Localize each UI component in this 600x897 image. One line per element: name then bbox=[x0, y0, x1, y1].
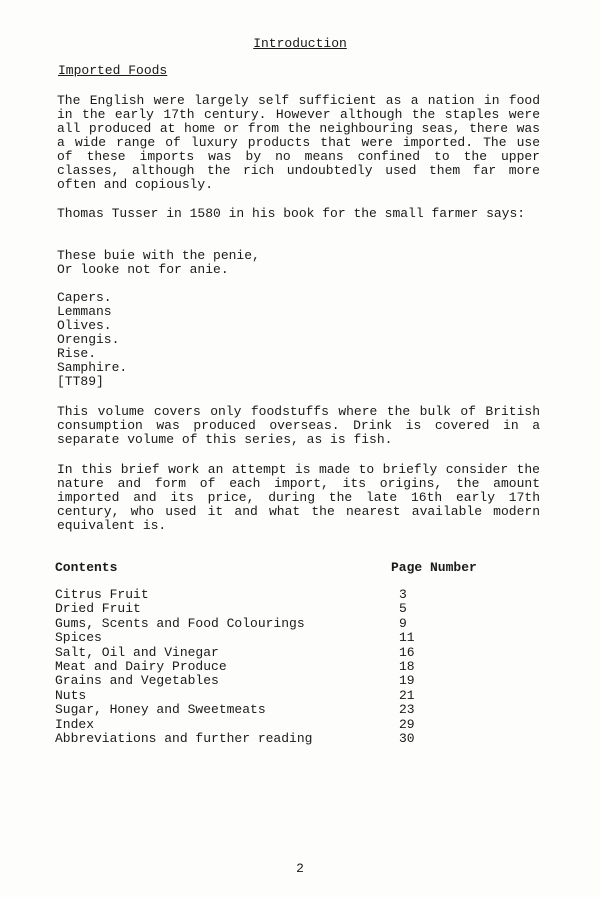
contents-label: Gums, Scents and Food Colourings bbox=[55, 615, 305, 631]
scope-paragraph: This volume covers only foodstuffs where the bulk of British consumption was produced overseas. Drink is covered in a separate volume of this series, as is fish. bbox=[57, 404, 540, 447]
contents-row bbox=[55, 631, 515, 645]
verse-line: Or looke not for anie. bbox=[57, 262, 229, 277]
contents-label: Spices bbox=[55, 630, 102, 646]
contents-page: 21 bbox=[399, 687, 415, 703]
list-item: Rise. bbox=[57, 346, 97, 361]
page-number: 2 bbox=[296, 861, 304, 876]
contents-row bbox=[55, 602, 515, 616]
contents-heading: Contents bbox=[55, 560, 118, 575]
contents-page: 23 bbox=[399, 702, 415, 718]
intro-paragraph: The English were largely self sufficient as a nation in food in the early 17th century. However although the staples were all produced at home or from the neighbouring seas, there was a wide range of luxury products that were imported. The use of these imports was by no means confined to the upper classes, although the rich undoubtedly used them far more often and copiously. bbox=[57, 93, 540, 192]
verse bbox=[57, 249, 540, 277]
method-paragraph: In this brief work an attempt is made to briefly consider the nature and form of each import, its origins, the amount imported and its price, during the late 16th early 17th century, who used it and what the nearest available modern equivalent is. bbox=[57, 462, 540, 533]
verse-line: These buie with the penie, bbox=[57, 248, 260, 263]
contents-page: 18 bbox=[399, 658, 415, 674]
page-number-heading: Page Number bbox=[391, 560, 477, 575]
contents-page: 19 bbox=[399, 673, 415, 689]
list-item: Lemmans bbox=[57, 304, 112, 319]
contents-row bbox=[55, 588, 515, 602]
import-list bbox=[57, 291, 540, 389]
contents-page: 9 bbox=[399, 615, 407, 631]
section-heading: Imported Foods bbox=[58, 63, 168, 78]
list-item: Orengis. bbox=[57, 332, 120, 347]
contents-label: Abbreviations and further reading bbox=[55, 730, 313, 746]
contents-label: Citrus Fruit bbox=[55, 587, 149, 602]
contents-row bbox=[55, 674, 515, 688]
contents-page: 11 bbox=[399, 630, 415, 646]
contents-page: 30 bbox=[399, 730, 415, 746]
list-item: Olives. bbox=[57, 318, 112, 333]
page-title: Introduction bbox=[253, 36, 347, 51]
tusser-paragraph: Thomas Tusser in 1580 in his book for the small farmer says: bbox=[57, 206, 526, 221]
contents-row bbox=[55, 718, 515, 732]
list-item: Samphire. bbox=[57, 360, 128, 375]
contents-page: 5 bbox=[399, 601, 407, 617]
contents-page: 16 bbox=[399, 644, 415, 660]
contents-label: Grains and Vegetables bbox=[55, 673, 219, 689]
contents-label: Salt, Oil and Vinegar bbox=[55, 644, 219, 660]
contents-row bbox=[55, 617, 515, 631]
contents-table bbox=[55, 560, 515, 746]
contents-header bbox=[55, 560, 515, 588]
contents-row bbox=[55, 646, 515, 660]
contents-label: Nuts bbox=[55, 687, 87, 703]
contents-row bbox=[55, 732, 515, 746]
contents-row bbox=[55, 703, 515, 717]
contents-row bbox=[55, 660, 515, 674]
contents-label: Dried Fruit bbox=[55, 601, 141, 617]
contents-label: Sugar, Honey and Sweetmeats bbox=[55, 702, 266, 718]
contents-row bbox=[55, 689, 515, 703]
contents-page: 3 bbox=[399, 587, 407, 602]
contents-label: Index bbox=[55, 716, 95, 732]
list-item: Capers. bbox=[57, 290, 112, 305]
contents-label: Meat and Dairy Produce bbox=[55, 658, 227, 674]
list-item: [TT89] bbox=[57, 374, 104, 389]
contents-page: 29 bbox=[399, 716, 415, 732]
